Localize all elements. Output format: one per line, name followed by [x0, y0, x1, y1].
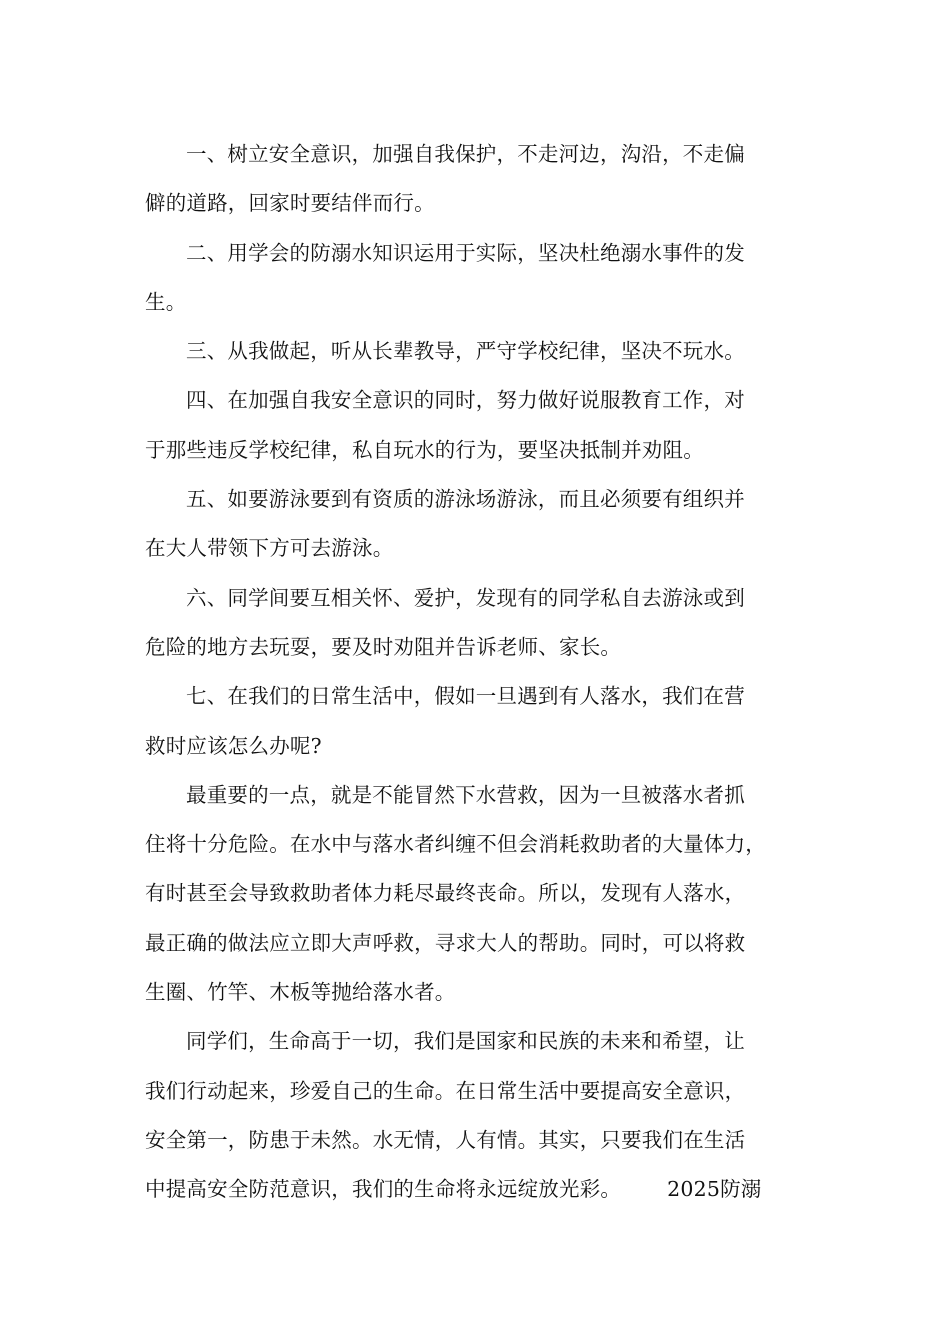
paragraph-2 — [145, 229, 807, 328]
paragraph-4 — [145, 376, 807, 475]
text-line: 五、如要游泳要到有资质的游泳场游泳，而且必须要有组织并 — [186, 487, 745, 512]
text-line: 救时应该怎么办呢? — [145, 733, 322, 758]
paragraph-6 — [145, 574, 807, 673]
text-line: 最正确的做法应立即大声呼救，寻求大人的帮助。同时，可以将救 — [145, 930, 746, 955]
text-line: 我们行动起来，珍爱自己的生命。在日常生活中要提高安全意识， — [145, 1078, 746, 1103]
text-line-last — [145, 1165, 807, 1214]
text-line: 生。 — [145, 289, 187, 314]
text-line: 六、同学间要互相关怀、爱护，发现有的同学私自去游泳或到 — [186, 585, 745, 610]
text-line: 有时甚至会导致救助者体力耗尽最终丧命。所以，发现有人落水， — [145, 881, 746, 906]
text-line: 生圈、竹竿、木板等抛给落水者。 — [145, 980, 456, 1005]
text-line: 四、在加强自我安全意识的同时，努力做好说服教育工作，对 — [186, 388, 745, 413]
paragraph-1 — [145, 130, 807, 229]
text-line: 危险的地方去玩耍，要及时劝阻并告诉老师、家长。 — [145, 634, 622, 659]
text-line: 安全第一，防患于未然。水无情，人有情。其实，只要我们在生活 — [145, 1127, 746, 1152]
paragraph-3 — [145, 327, 807, 376]
text-line: 在大人带领下方可去游泳。 — [145, 536, 394, 561]
document-body — [145, 130, 807, 1215]
paragraph-5 — [145, 475, 807, 574]
text-line: 于那些违反学校纪律，私自玩水的行为，要坚决抵制并劝阻。 — [145, 437, 704, 462]
text-line: 一、树立安全意识，加强自我保护，不走河边，沟沿，不走偏 — [186, 142, 745, 166]
text-line: 最重要的一点，就是不能冒然下水营救，因为一旦被落水者抓 — [186, 782, 745, 807]
text-line-content: 中提高安全防范意识，我们的生命将永远绽放光彩。 — [145, 1177, 622, 1202]
text-line: 同学们，生命高于一切，我们是国家和民族的未来和希望，让 — [186, 1029, 745, 1054]
paragraph-8 — [145, 771, 807, 1017]
paragraph-9 — [145, 1017, 807, 1214]
paragraph-7 — [145, 672, 807, 771]
text-line: 二、用学会的防溺水知识运用于实际，坚决杜绝溺水事件的发 — [186, 240, 745, 265]
text-line: 僻的道路，回家时要结伴而行。 — [145, 191, 435, 216]
text-line: 住将十分危险。在水中与落水者纠缠不但会消耗救助者的大量体力， — [145, 832, 766, 857]
trailing-title-fragment: 2025防溺 — [667, 1177, 762, 1202]
text-line: 七、在我们的日常生活中，假如一旦遇到有人落水，我们在营 — [186, 684, 745, 709]
text-line: 三、从我做起，听从长辈教导，严守学校纪律，坚决不玩水。 — [186, 339, 745, 364]
